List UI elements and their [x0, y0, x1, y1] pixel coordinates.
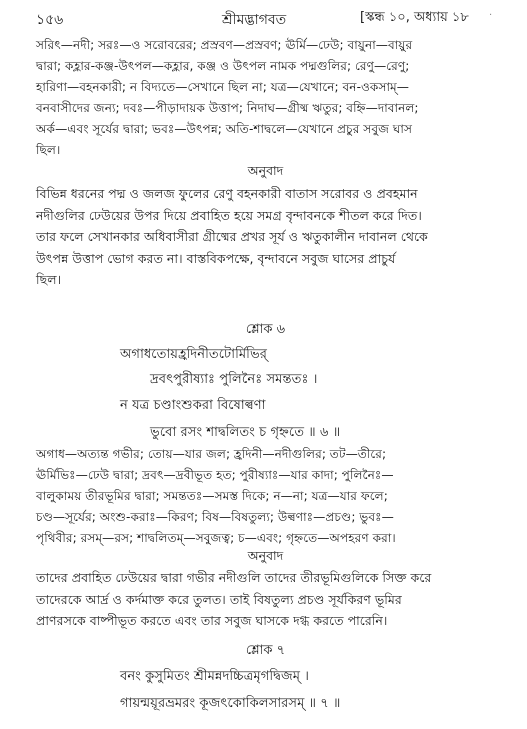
gloss-line: বনবাসীদের জন্য; দবঃ—পীড়াদায়ক উত্তাপ; নিদাঘ—গ্রীষ্ম ঋতুর; বহ্নি—দাবানল;: [36, 101, 419, 115]
verse-line: দ্রবৎপুরীষ্যাঃ পুলিনৈঃ সমন্ততঃ ।: [150, 372, 318, 387]
verse-heading: শ্লোক ৭: [245, 643, 286, 658]
translation-line: নদীগুলির ঢেউয়ের উপর দিয়ে প্রবাহিত হয়ে সমগ্র বৃন্দাবনকে শীতল করে দিত।: [36, 207, 422, 223]
word-meaning-block-2: [36, 444, 495, 549]
verse-line: বনং কুসুমিতং শ্রীমন্নদচ্চিত্রমৃগদ্বিজম্ ।: [120, 669, 310, 684]
translation-line: বিভিন্ন ধরনের পদ্ম ও জলজ ফুলের রেণু বহনকারী বাতাস সরোবর ও প্রবহমান: [36, 186, 418, 201]
page-number: ১৫৬: [36, 12, 64, 28]
translation-heading: অনুবাদ: [247, 163, 284, 178]
translation-line: ছিল।: [36, 272, 62, 287]
translation-line: তার ফলে সেখানকার অধিবাসীরা গ্রীষ্মের প্রখর সূর্য ও ঋতুকালীন দাবানল থেকে: [36, 229, 428, 244]
running-title: শ্রীমদ্ভাগবত: [222, 12, 287, 28]
verse-heading: শ্লোক ৬: [245, 322, 286, 337]
gloss-line: ছিল।: [36, 143, 61, 157]
verse-line: গায়ন্ময়ূরভ্রমরং কূজৎকোকিলসারসম্ ॥ ৭ ॥: [120, 696, 341, 711]
margin-mark: ·: [489, 10, 493, 21]
translation-heading: অনুবাদ: [247, 548, 284, 563]
translation-line: উৎপন্ন উত্তাপ ভোগ করত না। বাস্তবিকপক্ষে, বৃন্দাবনে সবুজ ঘাসের প্রাচুর্য: [36, 250, 396, 266]
gloss-line: দ্বারা; কহ্লার-কঞ্জ-উৎপল—কহ্লার, কঞ্জ ও উৎপল নামক পদ্মগুলির; রেণু—রেণু;: [36, 59, 410, 73]
gloss-line: ঊর্মিভিঃ—ঢেউ দ্বারা; দ্রবৎ—দ্রবীভূত হত; পুরীষ্যাঃ—যার কাদা; পুলিনৈঃ—: [36, 468, 394, 482]
verse-line: ভুবো রসং শাদ্বলিতং চ গৃহ্নতে ॥ ৬ ॥: [150, 425, 341, 440]
gloss-line: বালুকাময় তীরভূমির দ্বারা; সমন্ততঃ—সমস্ত দিকে; ন—না; যত্র—যার ফলে;: [36, 489, 388, 503]
translation-line: তাদের প্রবাহিত ঢেউয়ের দ্বারা গভীর নদীগুলি তাদের তীরভূমিগুলিকে সিক্ত করে: [36, 570, 432, 585]
gloss-line: অগাধ—অত্যন্ত গভীর; তোয়—যার জল; হ্রদিনী—নদীগুলির; তট—তীরে;: [36, 447, 387, 461]
gloss-line: পৃথিবীর; রসম্—রস; শাদ্বলিতম্—সবুজত্ব; চ—এবং; গৃহ্নতে—অপহরণ করা।: [36, 531, 396, 545]
verse-line: ন যত্র চণ্ডাংশুকরা বিষোল্বণা: [120, 398, 266, 413]
gloss-line: হারিণা—বহনকারী; ন বিদ্যতে—সেখানে ছিল না; যত্র—যেখানে; বন-ওকসাম্—: [36, 80, 409, 94]
gloss-line: অর্ক—এবং সূর্যের দ্বারা; ভবঃ—উৎপন্ন; অতি-শাদ্বলে—যেখানে প্রচুর সবুজ ঘাস: [36, 122, 413, 136]
verse-line: অগাধতোয়হ্রদিনীতটোর্মিভির্: [120, 347, 268, 362]
translation-block-2: [36, 567, 495, 632]
translation-line: প্রাণরসকে বাষ্পীভূত করতে এবং তার সবুজ ঘাসকে দগ্ধ করতে পারেনি।: [36, 613, 388, 628]
translation-block-1: [36, 183, 495, 291]
word-meaning-block-1: [36, 35, 495, 161]
translation-line: তাদেরকে আর্দ্র ও কর্দমাক্ত করে তুলত। তাই বিষতুল্য প্রচণ্ড সূর্যকিরণ ভূমির: [36, 591, 402, 607]
chapter-reference: [স্কন্ধ ১০, অধ্যায় ১৮: [360, 10, 469, 25]
gloss-line: চণ্ড—সূর্যের; অংশু-করাঃ—কিরণ; বিষ—বিষতুল্য; উল্বণাঃ—প্রচণ্ড; ভুবঃ—: [36, 510, 394, 524]
gloss-line: সরিৎ—নদী; সরঃ—ও সরোবরের; প্রস্রবণ—প্রস্রবণ; ঊর্মি—ঢেউ; বায়ুনা—বায়ুর: [36, 38, 413, 52]
